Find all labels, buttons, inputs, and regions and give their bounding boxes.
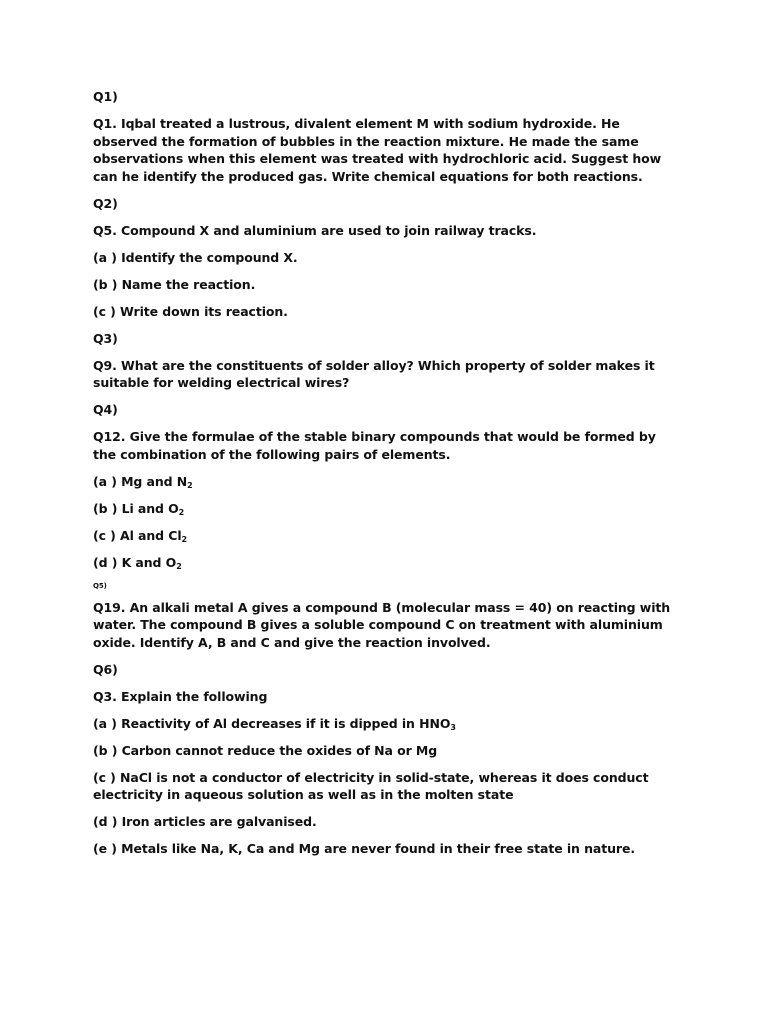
q5-label: Q5) [93,581,107,590]
q6-part-d: (d ) Iron articles are galvanised. [93,814,317,829]
q5-text: Q19. An alkali metal A gives a compound B (molecular mass = 40) on reacting with water. The compound B gives a soluble compound C on treatment with aluminium oxide. Identify A, B and C and give the reaction involved. [93,599,671,650]
q2-part-a: (a ) Identify the compound X. [93,249,298,265]
q6-part-a-subscript: 3 [450,722,456,732]
q4-part-b-text: (b ) Li and O [93,500,179,516]
q4-text: Q12. Give the formulae of the stable binary compounds that would be formed by the combination of the following pairs of elements. [93,429,656,462]
q6-text: Q3. Explain the following [93,688,268,704]
q3-label: Q3) [93,330,118,346]
q2-part-b: (b ) Name the reaction. [93,276,256,292]
q4-part-d-subscript: 2 [176,561,182,571]
q2-label: Q2) [93,195,118,211]
q3-text: Q9. What are the constituents of solder alloy? Which property of solder makes it suitable for welding electrical wires? [93,357,655,390]
q6-part-e: (e ) Metals like Na, K, Ca and Mg are never found in their free state in nature. [93,841,635,856]
q6-part-a-text: (a ) Reactivity of Al decreases if it is dipped in HNO [93,715,451,731]
q4-part-a-subscript: 2 [187,480,193,490]
q4-part-d [93,554,683,572]
q4-part-c-subscript: 2 [181,534,188,544]
q4-label: Q4) [93,402,118,417]
q4-part-a-text: (a ) Mg and N [93,473,188,489]
q4-part-c [93,527,683,545]
q2-text: Q5. Compound X and aluminium are used to join railway tracks. [93,222,537,238]
q6-part-a [93,715,683,733]
document-page [93,88,683,867]
q6-label: Q6) [93,661,118,677]
q6-part-b: (b ) Carbon cannot reduce the oxides of Na or Mg [93,742,438,758]
q4-part-b [93,500,683,518]
q4-part-d-text: (d ) K and O [93,554,177,570]
q1-label: Q1) [93,89,118,104]
q2-part-c: (c ) Write down its reaction. [93,303,288,319]
q4-part-b-subscript: 2 [178,507,185,517]
q4-part-c-text: (c ) Al and Cl [93,527,182,543]
q4-part-a [93,473,683,491]
q1-text: Q1. Iqbal treated a lustrous, divalent element M with sodium hydroxide. He observed the formation of bubbles in the reaction mixture. He made the same observations when this element was treated with hydrochloric acid. Suggest how can he identify the produced gas. Write chemical equations for both reactions. [93,116,662,184]
q6-part-c: (c ) NaCl is not a conductor of electricity in solid-state, whereas it does conduct electricity in aqueous solution as well as in the molten state [93,769,649,802]
